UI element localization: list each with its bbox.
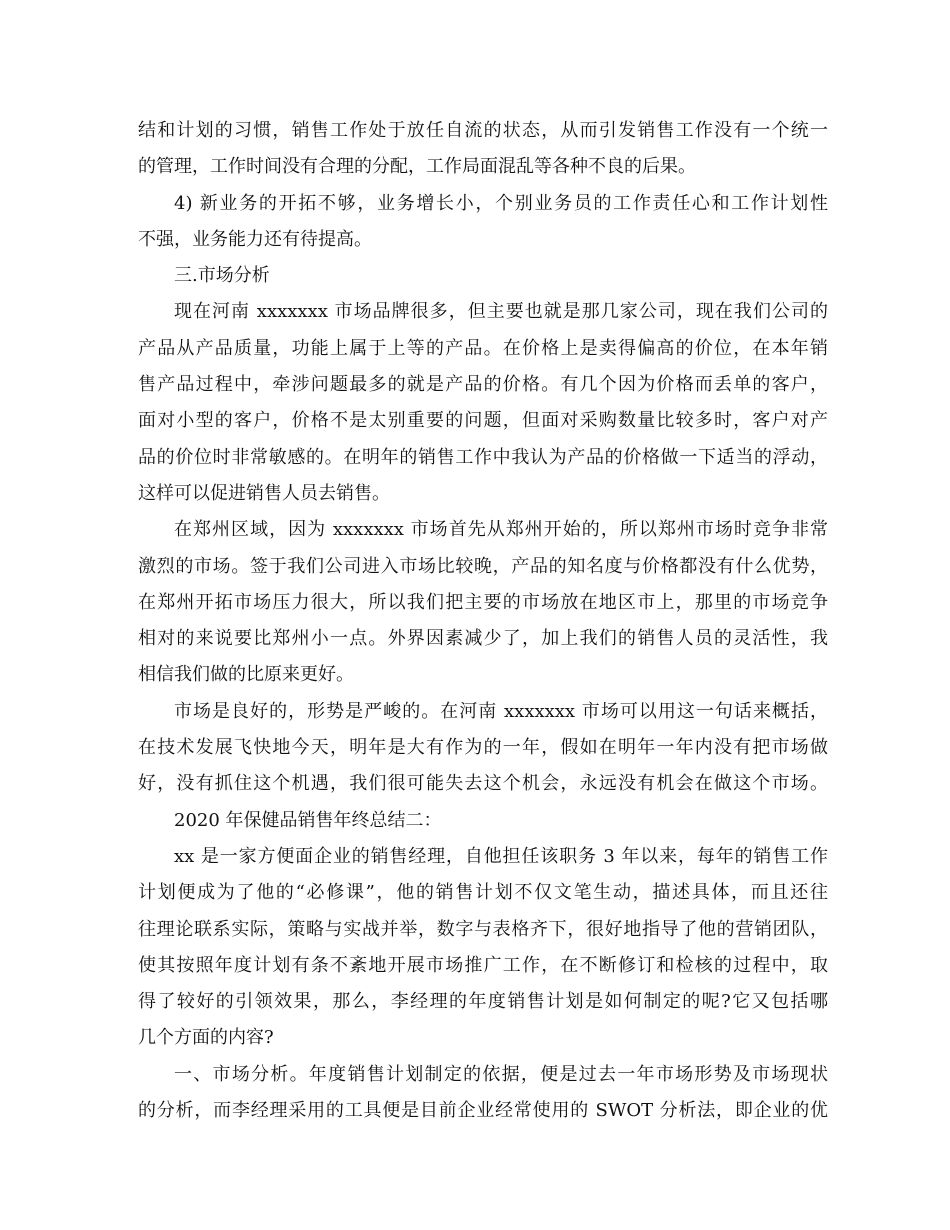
text-line: 不强，业务能力还有待提高。 (138, 228, 372, 250)
text-line: 结和计划的习惯，销售工作处于放任自流的状态，从而引发销售工作没有一个统一 (138, 120, 828, 141)
text-line: 往理论联系实际，策略与实战并举，数字与表格齐下，很好地指导了他的营销团队， (138, 918, 828, 940)
text-line: 在技术发展飞快地今天，明年是大有作为的一年，假如在明年一年内没有把市场做 (138, 737, 828, 759)
text-line: 一、市场分析。年度销售计划制定的依据，便是过去一年市场形势及市场现状 (174, 1063, 828, 1085)
document-body (138, 113, 828, 1129)
text-line: 产品从产品质量，功能上属于上等的产品。在价格上是卖得偏高的价位，在本年销 (138, 337, 828, 359)
text-line: 4) 新业务的开拓不够，业务增长小，个别业务员的工作责任心和工作计划性 (174, 192, 828, 214)
text-line: 相信我们做的比原来更好。 (138, 664, 354, 686)
text-line: 使其按照年度计划有条不紊地开展市场推广工作，在不断修订和检核的过程中，取 (138, 954, 828, 976)
text-line: 激烈的市场。签于我们公司进入市场比较晚，产品的知名度与价格都没有什么优势， (138, 555, 828, 577)
text-line: 这样可以促进销售人员去销售。 (138, 482, 390, 504)
text-line: 售产品过程中，牵涉问题最多的就是产品的价格。有几个因为价格而丢单的客户， (138, 374, 828, 396)
text-line: xx 是一家方便面企业的销售经理，自他担任该职务 3 年以来，每年的销售工作 (174, 845, 828, 867)
text-line: 在郑州区域，因为 xxxxxxx 市场首先从郑州开始的，所以郑州市场时竞争非常 (174, 519, 828, 541)
text-line: 品的价位时非常敏感的。在明年的销售工作中我认为产品的价格做一下适当的浮动， (138, 446, 828, 468)
text-line: 面对小型的客户，价格不是太别重要的问题，但面对采购数量比较多时，客户对产 (138, 410, 828, 432)
text-line: 计划便成为了他的“必修课”，他的销售计划不仅文笔生动，描述具体，而且还往 (138, 882, 828, 904)
section-heading: 2020 年保健品销售年终总结二： (174, 809, 442, 831)
section-heading: 三.市场分析 (174, 265, 270, 287)
text-line: 相对的来说要比郑州小一点。外界因素减少了，加上我们的销售人员的灵活性，我 (138, 628, 828, 650)
text-line: 市场是良好的，形势是严峻的。在河南 xxxxxxx 市场可以用这一句话来概括， (174, 700, 828, 722)
text-line: 现在河南 xxxxxxx 市场品牌很多，但主要也就是那几家公司，现在我们公司的 (174, 301, 828, 323)
text-line: 好，没有抓住这个机遇，我们很可能失去这个机会，永远没有机会在做这个市场。 (138, 773, 828, 795)
text-line: 在郑州开拓市场压力很大，所以我们把主要的市场放在地区市上，那里的市场竞争 (138, 591, 828, 613)
text-line: 的管理，工作时间没有合理的分配，工作局面混乱等各种不良的后果。 (138, 156, 696, 178)
text-line: 几个方面的内容? (138, 1027, 274, 1049)
text-line: 的分析，而李经理采用的工具便是目前企业经常使用的 SWOT 分析法，即企业的优 (138, 1100, 828, 1122)
text-line: 得了较好的引领效果，那么，李经理的年度销售计划是如何制定的呢?它又包括哪 (138, 991, 828, 1013)
